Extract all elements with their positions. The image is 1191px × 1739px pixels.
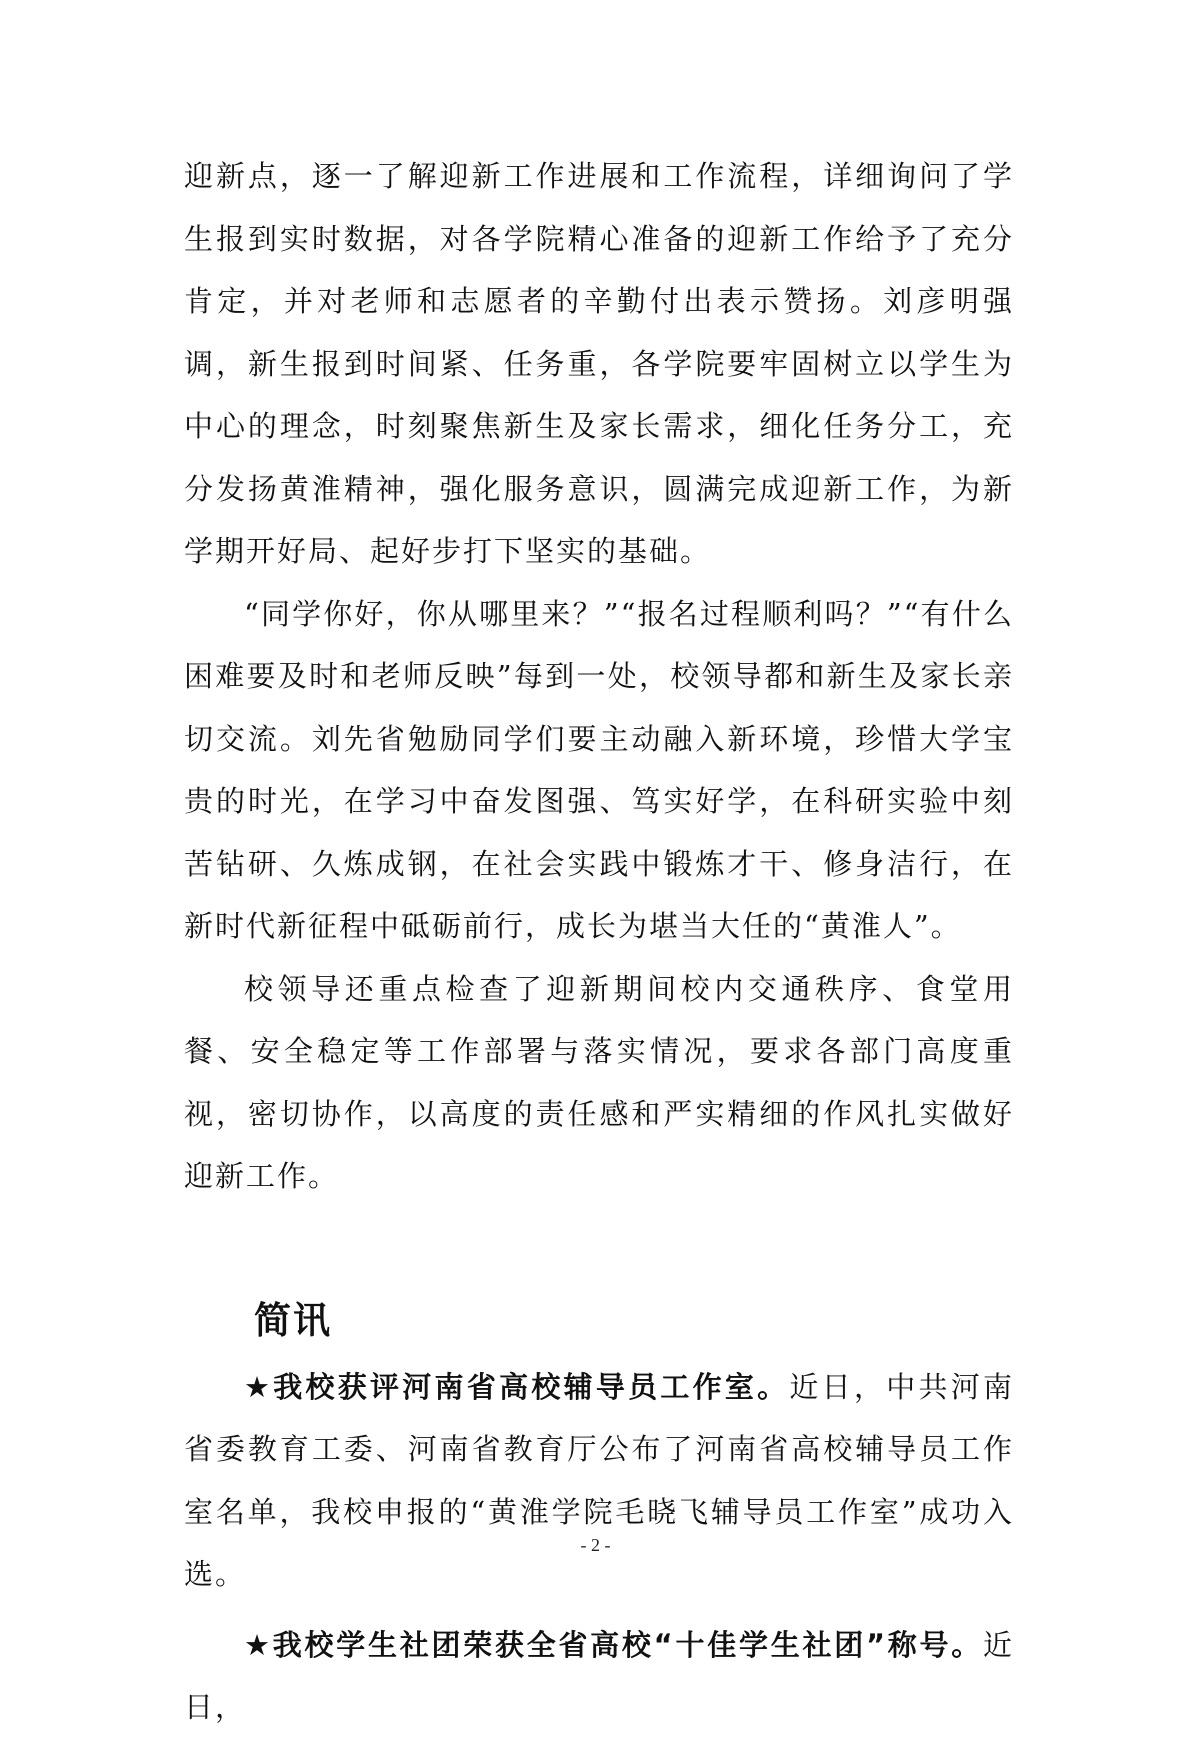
brief-item-1-lead: ★我校获评河南省高校辅导员工作室。: [244, 1369, 790, 1404]
page-number: - 2 -: [580, 1535, 611, 1555]
briefs-heading: 简讯: [254, 1298, 332, 1342]
brief-item-2-text: 近日，: [184, 1627, 1014, 1724]
brief-item-2-lead: ★我校学生社团荣获全省高校“十佳学生社团”称号。: [244, 1627, 983, 1662]
body-paragraph-3: 校领导还重点检查了迎新期间校内交通秩序、食堂用餐、安全稳定等工作部署与落实情况，要求各部门高度重视，密切协作，以高度的责任感和严实精细的作风扎实做好迎新工作。: [184, 971, 1014, 1193]
body-paragraph-2: “同学你好，你从哪里来？”“报名过程顺利吗？”“有什么困难要及时和老师反映”每到一处，校领导都和新生及家长亲切交流。刘先省勉励同学们要主动融入新环境，珍惜大学宝贵的时光，在学习中奋发图强、笃实好学，在科研实验中刻苦钻研、久炼成钢，在社会实践中锻炼才干、修身洁行，在新时代新征程中砥砺前行，成长为堪当大任的“黄淮人”。: [184, 596, 1014, 943]
brief-item-1: [184, 1356, 1014, 1606]
page-content: [184, 145, 1014, 1739]
body-paragraph-1: 迎新点，逐一了解迎新工作进展和工作流程，详细询问了学生报到实时数据，对各学院精心准备的迎新工作给予了充分肯定，并对老师和志愿者的辛勤付出表示赞扬。刘彦明强调，新生报到时间紧、任务重，各学院要牢固树立以学生为中心的理念，时刻聚焦新生及家长需求，细化任务分工，充分发扬黄淮精神，强化服务意识，圆满完成迎新工作，为新学期开好局、起好步打下坚实的基础。: [184, 159, 1014, 568]
brief-item-1-text: 近日，中共河南省委教育工委、河南省教育厅公布了河南省高校辅导员工作室名单，我校申报的“黄淮学院毛晓飞辅导员工作室”成功入选。: [184, 1369, 1014, 1591]
brief-item-2: [184, 1614, 1014, 1739]
